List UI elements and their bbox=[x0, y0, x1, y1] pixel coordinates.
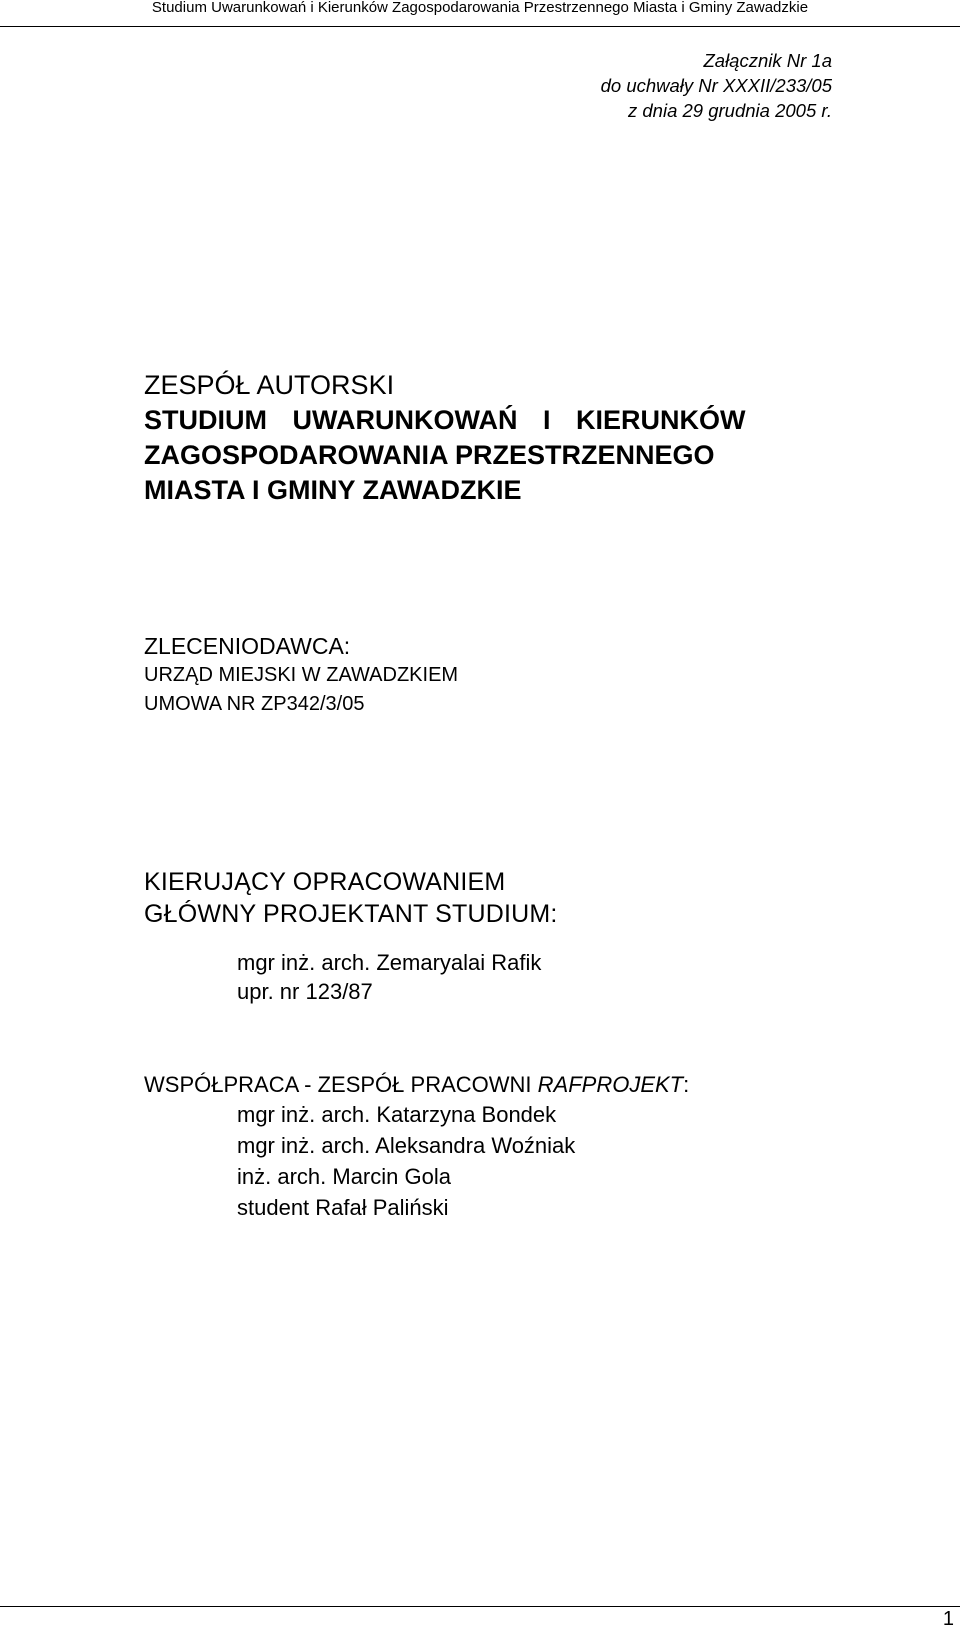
running-header bbox=[0, 0, 960, 27]
lead-heading-line-2: GŁÓWNY PROJEKTANT STUDIUM: bbox=[144, 900, 558, 928]
authors-heading: ZESPÓŁ AUTORSKI bbox=[144, 370, 395, 400]
team-list bbox=[237, 1099, 575, 1223]
client-label: ZLECENIODAWCA: bbox=[144, 633, 351, 659]
cooperation-label: WSPÓŁPRACA - ZESPÓŁ PRACOWNI bbox=[144, 1072, 538, 1097]
authors-section bbox=[144, 368, 745, 508]
annex-line-1: Załącznik Nr 1a bbox=[703, 50, 832, 71]
team-member: student Rafał Paliński bbox=[237, 1195, 449, 1220]
cooperation-colon: : bbox=[683, 1072, 690, 1097]
lead-designer-details bbox=[237, 948, 541, 1006]
lead-designer-license: upr. nr 123/87 bbox=[237, 979, 373, 1004]
cooperation-company: RAFPROJEKT bbox=[537, 1072, 684, 1097]
client-section bbox=[144, 632, 458, 719]
contract-number: UMOWA NR ZP342/3/05 bbox=[144, 693, 365, 715]
running-header-text: Studium Uwarunkowań i Kierunków Zagospodarowania Przestrzennego Miasta i Gminy Zawadzkie bbox=[151, 0, 809, 16]
team-member: mgr inż. arch. Katarzyna Bondek bbox=[237, 1102, 557, 1127]
lead-heading-line-1: KIERUJĄCY OPRACOWANIEM bbox=[144, 868, 506, 896]
page-number: 1 bbox=[942, 1608, 954, 1630]
study-title-line-1: STUDIUM UWARUNKOWAŃ I KIERUNKÓW bbox=[144, 405, 746, 435]
annex-line-2: do uchwały Nr XXXII/233/05 bbox=[600, 75, 832, 96]
annex-note bbox=[601, 48, 832, 123]
annex-line-3: z dnia 29 grudnia 2005 r. bbox=[628, 100, 832, 121]
team-member: mgr inż. arch. Aleksandra Woźniak bbox=[237, 1133, 576, 1158]
lead-designer-name: mgr inż. arch. Zemaryalai Rafik bbox=[237, 950, 542, 975]
team-member: inż. arch. Marcin Gola bbox=[237, 1164, 451, 1189]
study-title-line-3: MIASTA I GMINY ZAWADZKIE bbox=[144, 475, 522, 505]
study-title-line-2: ZAGOSPODAROWANIA PRZESTRZENNEGO bbox=[144, 440, 715, 470]
client-name: URZĄD MIEJSKI W ZAWADZKIEM bbox=[144, 664, 459, 686]
cooperation-heading bbox=[144, 1070, 689, 1099]
footer-rule bbox=[0, 1606, 960, 1607]
lead-designer-section bbox=[144, 866, 558, 930]
